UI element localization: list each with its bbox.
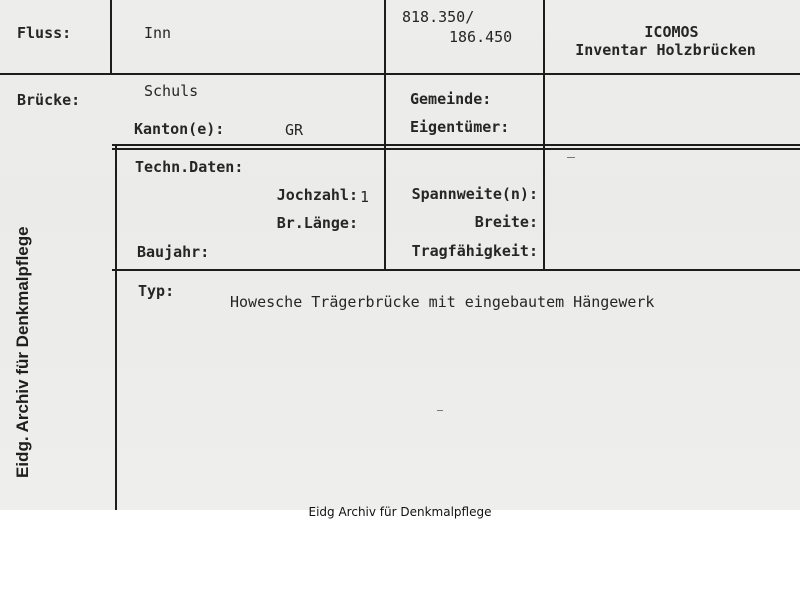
divider-technical-row [112,269,800,271]
inventory-line1: ICOMOS [644,23,699,41]
spannweite-label: Spannweite(n): [411,185,538,203]
divider-bruecke-row [112,144,800,146]
kanton-value: GR [285,121,304,139]
image-caption: Eidg Archiv für Denkmalpflege [308,505,492,519]
typ-value: Howesche Trägerbrücke mit eingebautem Hängewerk [230,293,655,311]
archive-stamp-vertical: Eidg. Archiv für Denkmalpflege [13,226,32,478]
bruecke-value: Schuls [144,82,199,100]
techn-daten-heading: Techn.Daten: [135,158,244,176]
kanton-label: Kanton(e): [134,120,225,138]
baujahr-label: Baujahr: [137,243,210,261]
breite-label: Breite: [474,213,538,231]
divider-top-row [0,73,800,75]
divider-bruecke-row-double [112,148,800,150]
inventory-line2: Inventar Holzbrücken [575,41,756,59]
br-laenge-label: Br.Länge: [276,214,358,232]
coordinates-line1: 818.350/ [402,8,475,26]
gemeinde-label: Gemeinde: [410,90,492,108]
jochzahl-value: 1 [360,188,370,206]
divider-left-column [110,0,112,73]
divider-left-column-lower [115,146,117,510]
tragfaehigkeit-label: Tragfähigkeit: [411,242,538,260]
jochzahl-label: Jochzahl: [276,186,358,204]
fluss-label: Fluss: [17,24,72,42]
eigentuemer-label: Eigentümer: [410,118,510,136]
paper-speck [437,410,443,411]
bruecke-label: Brücke: [17,91,81,109]
fluss-value: Inn [144,24,172,42]
divider-middle-column [384,0,386,271]
typ-label: Typ: [138,282,175,300]
coordinates-line2: 186.450 [449,28,513,46]
paper-speck [567,157,575,158]
